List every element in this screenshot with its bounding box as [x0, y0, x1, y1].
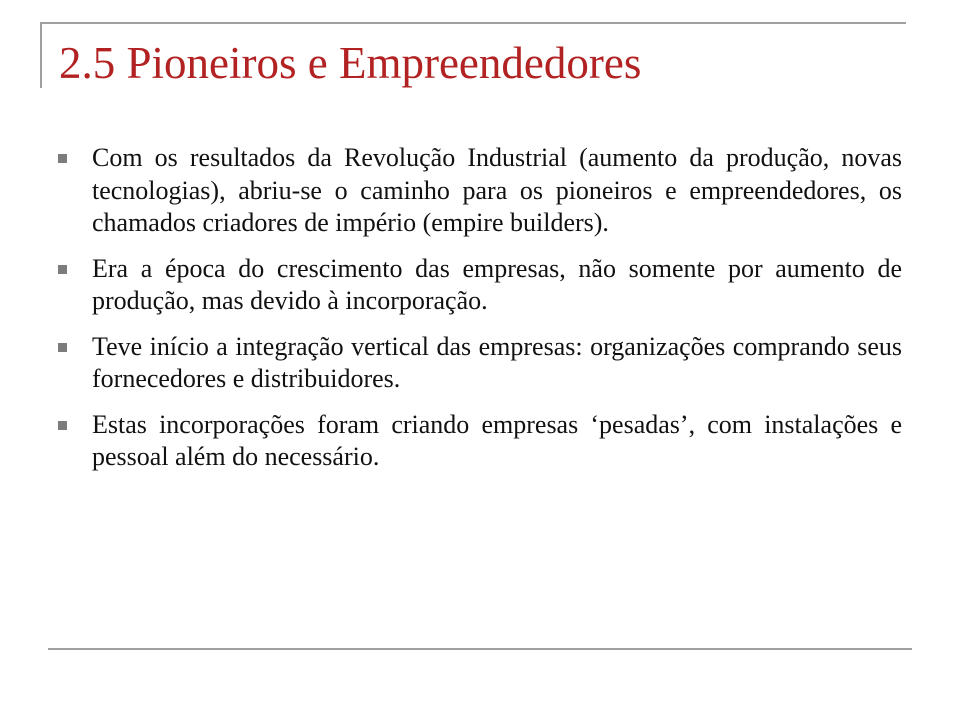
square-bullet-icon [58, 154, 67, 163]
frame-bottom-divider [48, 648, 912, 650]
bullet-item [58, 142, 902, 240]
bullet-text: Com os resultados da Revolução Industrial (aumento da produção, novas tecnologias), abriu-se o caminho para os pioneiros e empreendedores, os chamados criadores de império (empire builders). [92, 143, 902, 237]
bullet-text: Teve início a integração vertical das empresas: organizações comprando seus fornecedores e distribuidores. [92, 331, 902, 393]
frame-left-divider [40, 22, 42, 88]
square-bullet-icon [58, 421, 67, 430]
square-bullet-icon [58, 343, 67, 352]
bullet-item [58, 331, 902, 396]
square-bullet-icon [58, 265, 67, 274]
frame-top-divider [40, 22, 906, 24]
bullet-list [58, 142, 902, 487]
slide-title: 2.5 Pioneiros e Empreendedores [59, 38, 642, 88]
bullet-text: Era a época do crescimento das empresas, não somente por aumento de produção, mas devido à incorporação. [92, 253, 902, 315]
bullet-item [58, 253, 902, 318]
bullet-text: Estas incorporações foram criando empresas ‘pesadas’, com instalações e pessoal além do necessário. [92, 409, 902, 471]
bullet-item [58, 409, 902, 474]
